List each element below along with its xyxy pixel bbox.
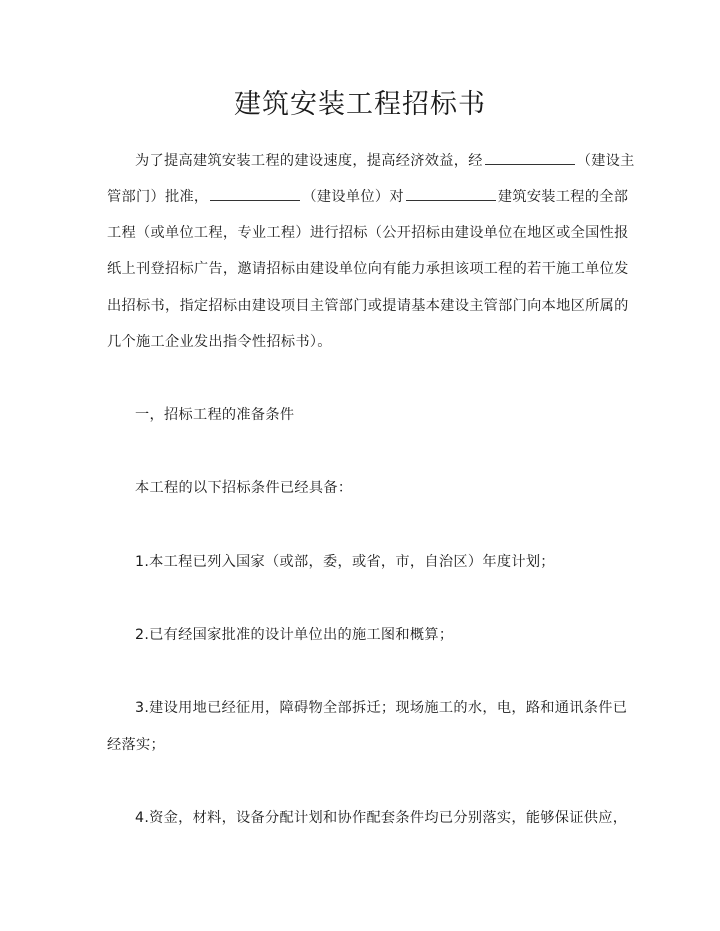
intro-text: 为了提高建筑安装工程的建设速度，提高经济效益，经 xyxy=(135,153,483,169)
blank-project xyxy=(406,186,496,201)
intro-line-2 xyxy=(107,186,629,207)
intro-line-5: 出招标书，指定招标由建设项目主管部门或提请基本建设主管部门向本地区所属的 xyxy=(107,298,629,314)
intro-line-1 xyxy=(107,150,643,171)
blank-authority xyxy=(485,150,575,165)
intro-text: 管部门）批准， xyxy=(107,189,209,205)
intro-text: 建筑安装工程的全部 xyxy=(497,189,629,205)
intro-text: （建设主 xyxy=(576,153,635,169)
intro-line-6: 几个施工企业发出指令性招标书）。 xyxy=(107,334,332,350)
section-heading: 一，招标工程的准备条件 xyxy=(135,407,295,423)
intro-line-3: 工程（或单位工程，专业工程）进行招标（公开招标由建设单位在地区或全国性报 xyxy=(107,225,629,241)
list-item-continuation: 经落实； xyxy=(107,737,165,753)
intro-text: （建设单位）对 xyxy=(302,189,404,205)
blank-unit xyxy=(210,186,300,201)
section-lead: 本工程的以下招标条件已经具备： xyxy=(135,480,353,496)
intro-line-4: 纸上刊登招标广告，邀请招标由建设单位向有能力承担该项工程的若干施工单位发 xyxy=(107,261,629,277)
list-item: 1.本工程已列入国家（或部，委，或省，市，自治区）年度计划； xyxy=(135,554,555,570)
list-item: 3.建设用地已经征用，障碍物全部拆迁；现场施工的水，电，路和通讯条件已 xyxy=(135,700,628,716)
list-item: 2.已有经国家批准的设计单位出的施工图和概算； xyxy=(135,627,454,643)
document-title: 建筑安装工程招标书 xyxy=(234,89,486,120)
list-item: 4.资金，材料，设备分配计划和协作配套条件均已分别落实，能够保证供应， xyxy=(135,810,628,826)
